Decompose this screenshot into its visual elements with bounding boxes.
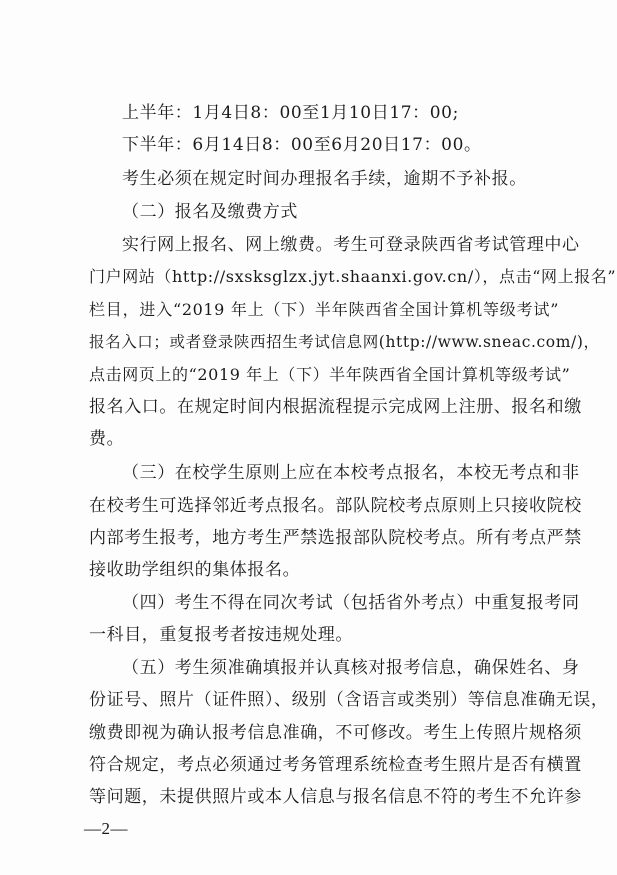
text-line: 缴费即视为确认报考信息准确，不可修改。考生上传照片规格须	[89, 723, 582, 743]
text-line: 点击网页上的“2019 年上（下）半年陕西省全国计算机等级考试”	[89, 365, 571, 384]
text-line: 下半年：6月14日8：00至6月20日17：00。	[122, 135, 482, 155]
text-line: 份证号、照片（证件照）、级别（含语言或类别）等信息准确无误，	[89, 690, 609, 710]
text-line: 考生必须在规定时间办理报名手续，逾期不予补报。	[122, 169, 527, 189]
text-line: 栏目，进入“2019 年上（下）半年陕西省全国计算机等级考试”	[89, 300, 559, 319]
text-line: （五）考生须准确填报并认真核对报考信息，确保姓名、身	[122, 658, 580, 678]
text-line: 等问题，未提供照片或本人信息与报名信息不符的考生不允许参	[89, 787, 582, 807]
text-line: 实行网上报名、网上缴费。考生可登录陕西省考试管理中心	[122, 235, 580, 255]
section-heading: （二）报名及缴费方式	[122, 202, 298, 222]
text-line: 报名入口。在规定时间内根据流程提示完成网上注册、报名和缴	[89, 397, 582, 417]
text-line: 一科目，重复报考者按违规处理。	[89, 625, 353, 645]
text-line: 费。	[89, 429, 125, 449]
text-line: 上半年：1月4日8：00至1月10日17：00;	[122, 103, 459, 123]
text-line: 门户网站（http://sxsksglzx.jyt.shaanxi.gov.cn/），点击“网上报名”	[89, 267, 617, 286]
text-line: 在校考生可选择邻近考点报名。部队院校考点原则上只接收院校	[89, 496, 582, 516]
text-line: 内部考生报考，地方考生严禁选报部队院校考点。所有考点严禁	[89, 528, 582, 548]
text-line: 符合规定，考点必须通过考务管理系统检查考生照片是否有横置	[89, 755, 582, 775]
text-line: 接收助学组织的集体报名。	[89, 560, 301, 580]
text-line: （三）在校学生原则上应在本校考点报名，本校无考点和非	[122, 463, 580, 483]
text-line: 报名入口；或者登录陕西招生考试信息网(http://www.sneac.com/)，	[89, 333, 600, 351]
text-line: （四）考生不得在同次考试（包括省外考点）中重复报考同	[122, 593, 580, 613]
page-number: —2—	[84, 819, 128, 838]
